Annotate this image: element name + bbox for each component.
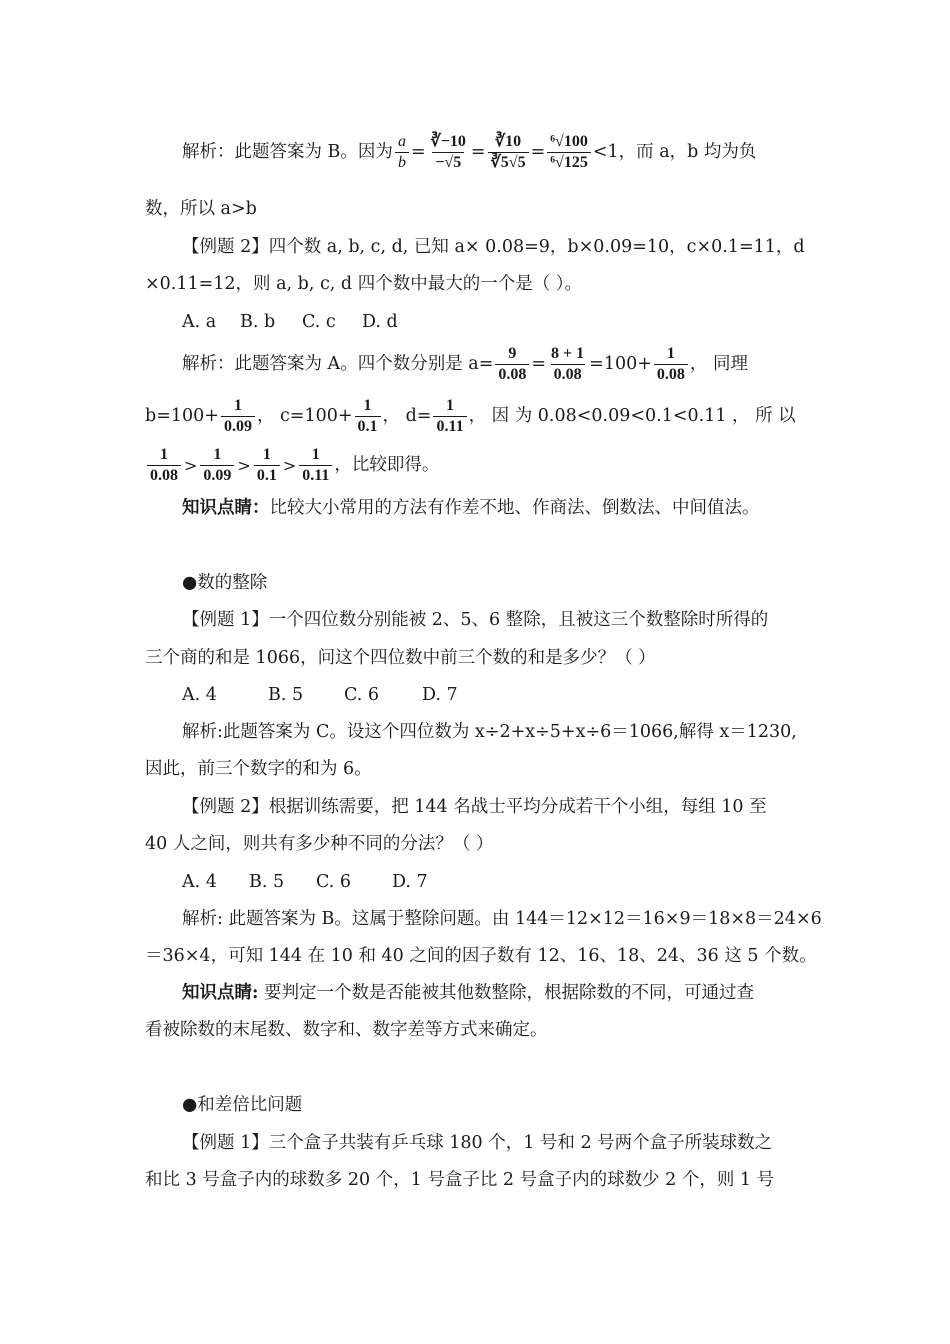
example-2-analysis-line-1 xyxy=(182,340,807,388)
option-d: D. 7 xyxy=(422,685,458,705)
section-title-ratio: ●和差倍比问题 xyxy=(182,1095,303,1115)
example-2-line-2: ×0.11=12，则 a, b, c, d 四个数中最大的一个是（ ）。 xyxy=(145,274,583,294)
option-a: A. a xyxy=(182,312,217,332)
fraction-radical-1: $\frac{∛-10}{-√5}$ xyxy=(430,133,466,171)
ratio-example-1-line-2: 和比 3 号盒子内的球数多 20 个，1 号盒子比 2 号盒子内的球数少 2 个，则 1 号 xyxy=(145,1170,775,1190)
div-example-2-analysis-1: 解析: 此题答案为 B。这属于整除问题。由 144＝12×12＝16×9＝18×8＝24×6 xyxy=(182,909,822,929)
fraction-radical-2: $\frac{∛10}{∛5√5}$ xyxy=(488,132,529,173)
option-a: A. 4 xyxy=(182,872,217,892)
fraction: $\frac{1}{0.08}$ xyxy=(147,445,181,486)
because-text: ， 因 为 0.08<0.09<0.1<0.11 ， 所 以 xyxy=(468,406,796,426)
fraction: $\frac{1}{0.11}$ xyxy=(299,445,332,486)
option-b: B. 5 xyxy=(249,872,285,892)
analysis-prefix: 解析：此题答案为 A。四个数分别是 a= xyxy=(182,354,494,374)
div-example-2-line-1: 【例题 2】根据训练需要，把 144 名战士平均分成若干个小组，每组 10 至 xyxy=(182,797,767,817)
equals-sign: = xyxy=(410,142,426,162)
analysis-line-1 xyxy=(182,128,807,176)
equals-sign: = xyxy=(531,354,547,374)
tip-label: 知识点睛： xyxy=(182,498,270,518)
example-2-analysis-line-2 xyxy=(145,392,807,440)
div-example-1-line-2: 三个商的和是 1066，问这个四位数中前三个数的和是多少？（ ） xyxy=(145,648,656,668)
tip-text: 要判定一个数是否能被其他数整除，根据除数的不同，可通过查 xyxy=(258,983,755,1003)
option-c: C. c xyxy=(302,312,336,332)
greater-than: > xyxy=(184,455,198,475)
fraction: $\frac{1}{0.1}$ xyxy=(254,445,280,486)
div-example-2-analysis-2: ＝36×4，可知 144 在 10 和 40 之间的因子数有 12、16、18、24、36 这 5 个数。 xyxy=(145,946,817,966)
section-title-divisibility: ●数的整除 xyxy=(182,573,268,593)
option-a: A. 4 xyxy=(182,685,217,705)
example-2-options xyxy=(182,310,807,334)
d-prefix: ， d= xyxy=(382,406,432,426)
equals-text: =100+ xyxy=(589,354,652,374)
fraction-radical-3: $\frac{\text{⁶√100}}{\text{⁶√125}}$ xyxy=(547,132,591,173)
equals-sign: = xyxy=(470,142,486,162)
div-tip-line-1 xyxy=(182,981,807,1005)
fraction: $\frac{9}{0.08}$ xyxy=(495,344,529,385)
fraction: $\frac{1}{0.08}$ xyxy=(654,344,688,385)
option-b: B. b xyxy=(240,312,276,332)
greater-than: > xyxy=(237,455,251,475)
tip-label: 知识点睛: xyxy=(182,983,259,1003)
div-tip-line-2: 看被除数的末尾数、数字和、数字差等方式来确定。 xyxy=(145,1020,548,1040)
example-2-line-1: 【例题 2】四个数 a, b, c, d, 已知 a× 0.08=9，b×0.09=10，c×0.1=11，d xyxy=(182,237,805,257)
fraction: $\frac{1}{0.1}$ xyxy=(355,396,381,437)
greater-than: > xyxy=(282,455,297,475)
div-example-2-options xyxy=(182,870,807,894)
tongli-text: ， 同理 xyxy=(689,354,748,374)
fraction-a-over-b: $\frac{a}{b}$ xyxy=(395,132,409,173)
div-example-2-line-2: 40 人之间，则共有多少种不同的分法？（ ） xyxy=(145,834,494,854)
option-c: C. 6 xyxy=(344,685,380,705)
option-b: B. 5 xyxy=(268,685,304,705)
analysis-prefix: 解析：此题答案为 B。因为 xyxy=(182,142,393,162)
tip-line xyxy=(182,496,807,520)
b-prefix: b=100+ xyxy=(145,406,219,426)
div-example-1-options xyxy=(182,683,807,707)
fraction: $\frac{1}{0.09}$ xyxy=(200,445,234,486)
analysis-line-2: 数，所以 a>b xyxy=(145,199,257,219)
compare-suffix: ，比较即得。 xyxy=(334,455,440,475)
ratio-example-1-line-1: 【例题 1】三个盒子共装有乒乓球 180 个，1 号和 2 号两个盒子所装球数之 xyxy=(182,1133,773,1153)
option-d: D. d xyxy=(362,312,398,332)
analysis-suffix: <1，而 a，b 均为负 xyxy=(592,142,757,162)
fraction: $\frac{1}{0.11}$ xyxy=(433,396,466,437)
option-d: D. 7 xyxy=(392,872,428,892)
div-example-1-analysis-2: 因此，前三个数字的和为 6。 xyxy=(145,759,372,779)
example-2-analysis-line-3 xyxy=(145,441,807,489)
equals-sign: = xyxy=(530,142,546,162)
fraction: $\frac{1}{0.09}$ xyxy=(221,396,255,437)
option-c: C. 6 xyxy=(316,872,352,892)
fraction: $\frac{8 + 1}{0.08}$ xyxy=(551,345,585,383)
c-prefix: ， c=100+ xyxy=(256,406,353,426)
div-example-1-line-1: 【例题 1】一个四位数分别能被 2、5、6 整除，且被这三个数整除时所得的 xyxy=(182,610,769,630)
tip-text: 比较大小常用的方法有作差不地、作商法、倒数法、中间值法。 xyxy=(269,498,760,518)
div-example-1-analysis-1: 解析:此题答案为 C。设这个四位数为 x÷2+x÷5+x÷6＝1066,解得 x＝1230, xyxy=(182,722,797,742)
